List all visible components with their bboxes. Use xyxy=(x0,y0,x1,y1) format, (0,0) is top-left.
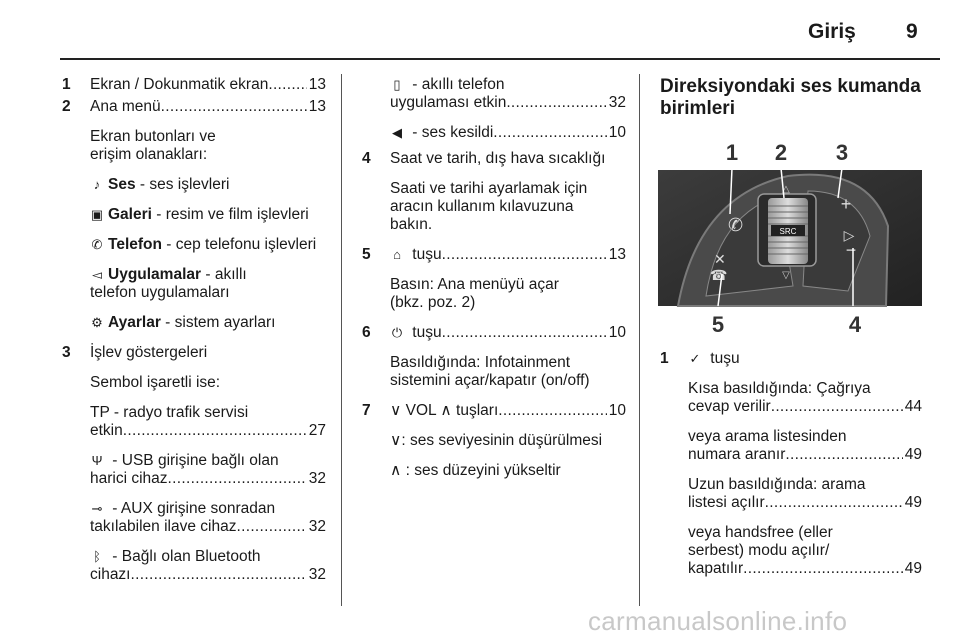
page-ref[interactable]: 32 xyxy=(308,518,326,535)
item7-up: ∧ : ses düzeyini yükseltir xyxy=(390,462,561,479)
page-section-title: Giriş xyxy=(808,20,856,43)
gallery-icon: ▣ xyxy=(90,207,104,222)
callout-2: 2 xyxy=(774,140,788,165)
list-item-1-right: 1 ✓ tuşu xyxy=(660,350,740,367)
section-heading: Direksiyondaki ses kumanda birimleri xyxy=(660,76,921,119)
power-icon: ⏻ xyxy=(391,325,403,340)
right-column-list xyxy=(660,350,922,578)
item7-down: ∨: ses seviyesinin düşürülmesi xyxy=(390,432,603,449)
right-column xyxy=(660,76,922,120)
page-ref[interactable]: 10 xyxy=(608,124,626,141)
list-item-6: 6 ⏻ tuşu . . . 10 xyxy=(362,324,626,342)
hangup-icon: ☎ xyxy=(710,267,728,283)
callout-1: 1 xyxy=(725,140,739,165)
gear-icon: ⚙ xyxy=(91,315,103,330)
symbol-mute: ◀ - ses kesildi . . . 10 xyxy=(390,124,626,142)
mute-icon: ✕ xyxy=(714,251,726,267)
speaker-mute-icon: ◀ xyxy=(392,125,402,140)
aux-icon: ⊸ xyxy=(91,501,103,516)
page-ref[interactable]: 32 xyxy=(608,94,626,111)
page-ref[interactable]: 44 xyxy=(904,398,922,415)
call-answer-icon: ✓ xyxy=(689,351,701,366)
screen-intro: Ekran butonları ve erişim olanakları: xyxy=(90,128,216,163)
page-ref[interactable]: 32 xyxy=(308,566,326,583)
list-item-3: 3 İşlev göstergeleri xyxy=(62,344,208,361)
list-item-5: 5 ⌂ tuşu . . . 13 xyxy=(362,246,626,264)
svg-text:▽: ▽ xyxy=(782,270,790,281)
answer-call-icon: ✆ xyxy=(728,215,744,235)
page-ref[interactable]: 49 xyxy=(904,494,922,511)
page-ref[interactable]: 49 xyxy=(904,446,922,463)
item6-note: Basıldığında: Infotainment sistemini açar/kapatır (on/off) xyxy=(390,354,590,389)
minus-label: − xyxy=(845,240,857,260)
plus-label: + xyxy=(840,194,852,214)
column-divider-2 xyxy=(639,74,640,606)
page-ref[interactable]: 10 xyxy=(608,402,626,419)
page-ref[interactable]: 27 xyxy=(308,422,326,439)
symbol-aux: ⊸ - AUX girişine sonradan takılabilen ilave cihaz . . . 32 xyxy=(90,500,326,536)
symbol-usb: Ψ - USB girişine bağlı olan harici cihaz . . . 32 xyxy=(90,452,326,488)
src-label: SRC xyxy=(779,227,797,236)
usb-icon: Ψ xyxy=(91,453,103,468)
column-divider-1 xyxy=(341,74,342,606)
item4-note: Saati ve tarihi ayarlamak için aracın kullanım kılavuzuna bakın. xyxy=(390,180,588,233)
entry-handsfree: veya handsfree (eller serbest) modu açılır/ kapatılır . . . 49 xyxy=(688,524,922,578)
left-column xyxy=(62,76,326,584)
bluetooth-icon: ᛒ xyxy=(93,549,101,564)
symbol-bluetooth: ᛒ - Bağlı olan Bluetooth cihazı . . . 32 xyxy=(90,548,326,584)
page-ref[interactable]: 49 xyxy=(904,560,922,577)
callout-3: 3 xyxy=(835,140,849,165)
screen-item-phone: ✆ Telefon - cep telefonu işlevleri xyxy=(91,236,317,253)
page-ref[interactable]: 32 xyxy=(308,470,326,487)
steering-wheel-controls-photo xyxy=(658,136,922,340)
list-item-7: 7 ∨ VOL ∧ tuşları . . . 10 xyxy=(362,402,626,420)
watermark: carmanualsonline.info xyxy=(588,606,848,636)
smartphone-icon: ▯ xyxy=(393,77,401,92)
svg-text:△: △ xyxy=(782,184,790,195)
symbol-intro: Sembol işaretli ise: xyxy=(90,374,221,391)
callout-4: 4 xyxy=(848,312,862,337)
page-ref[interactable]: 13 xyxy=(308,76,326,93)
screen-item-gallery: ▣ Galeri - resim ve film işlevleri xyxy=(90,206,309,223)
symbol-tp: TP - radyo trafik servisi etkin . . . 27 xyxy=(90,404,326,440)
phone-icon: ✆ xyxy=(91,237,103,252)
page-ref[interactable]: 10 xyxy=(608,324,626,341)
music-note-icon: ♪ xyxy=(93,177,101,192)
symbol-smartphone: ▯ - akıllı telefon uygulaması etkin . . . 32 xyxy=(390,76,626,112)
screen-item-apps: ◅ Uygulamalar - akıllı telefon uygulamaları xyxy=(90,266,247,301)
screen-item-audio: ♪ Ses - ses işlevleri xyxy=(90,176,326,194)
entry-short-press: Kısa basıldığında: Çağrıya cevap verilir . . . 44 xyxy=(688,380,922,416)
middle-column xyxy=(362,76,626,480)
list-item-1: 1 Ekran / Dokunmatik ekran . . . 13 xyxy=(62,76,326,94)
page-number: 9 xyxy=(906,20,918,43)
page-ref[interactable]: 13 xyxy=(608,246,626,263)
source-next-icon: ▷ xyxy=(843,227,855,243)
page-ref[interactable]: 13 xyxy=(308,98,326,115)
list-item-2: 2 Ana menü . . . 13 xyxy=(62,98,326,116)
screen-item-settings: ⚙ Ayarlar - sistem ayarları xyxy=(91,314,276,331)
entry-dial-list: veya arama listesinden numara aranır . . . 49 xyxy=(688,428,922,464)
home-icon: ⌂ xyxy=(393,247,401,262)
callout-5: 5 xyxy=(711,312,725,337)
header-rule xyxy=(60,58,940,60)
apps-icon: ◅ xyxy=(92,267,102,282)
list-item-4: 4 Saat ve tarih, dış hava sıcaklığı xyxy=(362,150,606,167)
item5-note: Basın: Ana menüyü açar (bkz. poz. 2) xyxy=(390,276,559,311)
entry-long-press: Uzun basıldığında: arama listesi açılır . . . 49 xyxy=(688,476,922,512)
